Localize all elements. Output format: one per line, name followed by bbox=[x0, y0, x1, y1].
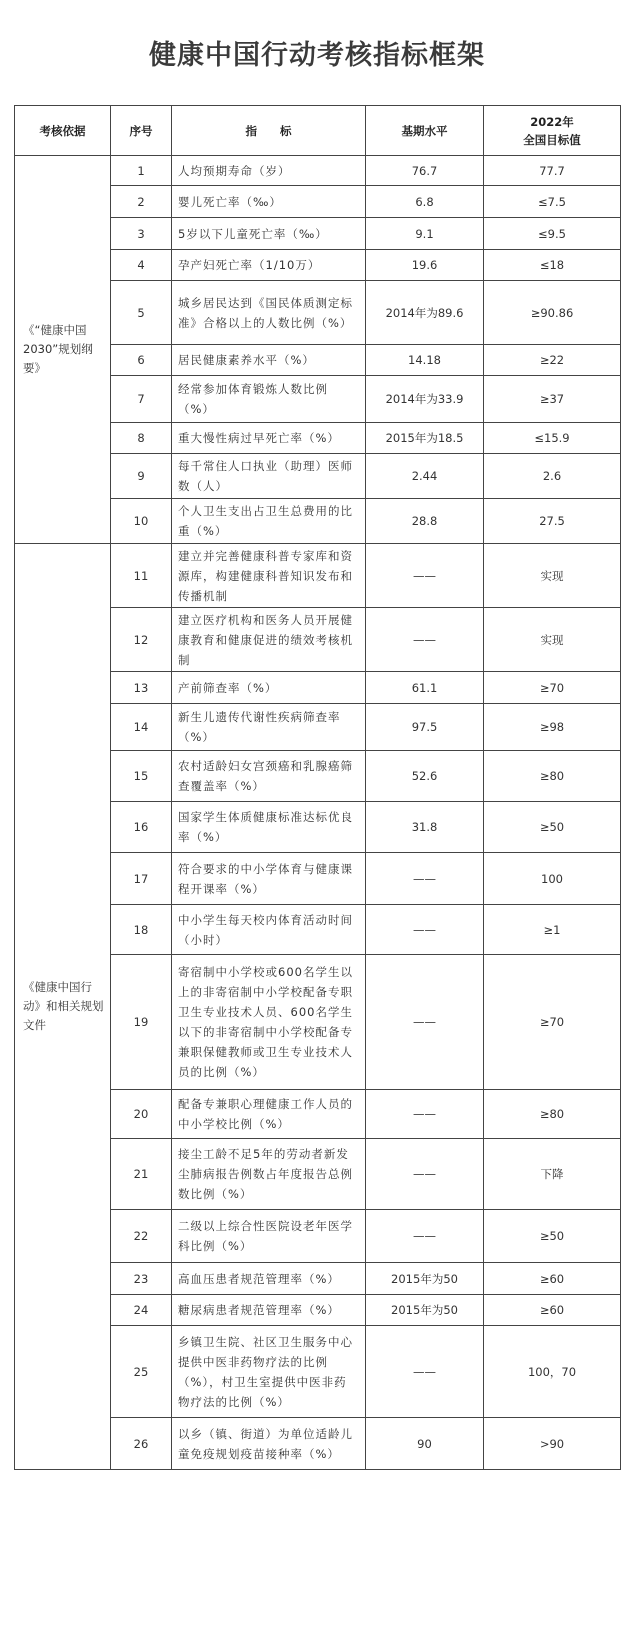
baseline-cell: 2015年为50 bbox=[366, 1295, 484, 1326]
indicator-cell: 符合要求的中小学体育与健康课程开课率（%） bbox=[172, 853, 366, 905]
target-cell: ≤9.5 bbox=[484, 218, 621, 250]
row-number: 24 bbox=[111, 1295, 172, 1326]
row-number: 4 bbox=[111, 250, 172, 281]
indicator-cell: 乡镇卫生院、社区卫生服务中心提供中医非药物疗法的比例（%），村卫生室提供中医非药物疗法的比例（%） bbox=[172, 1326, 366, 1418]
baseline-cell: 2015年为18.5 bbox=[366, 423, 484, 454]
baseline-cell: 2014年为33.9 bbox=[366, 376, 484, 423]
baseline-cell: 2.44 bbox=[366, 454, 484, 499]
row-number: 12 bbox=[111, 608, 172, 672]
baseline-cell: 14.18 bbox=[366, 345, 484, 376]
target-cell: ≤15.9 bbox=[484, 423, 621, 454]
header-indicator: 指 标 bbox=[172, 106, 366, 156]
header-basis: 考核依据 bbox=[15, 106, 111, 156]
target-cell: ≥50 bbox=[484, 802, 621, 853]
target-cell: 实现 bbox=[484, 608, 621, 672]
row-number: 3 bbox=[111, 218, 172, 250]
row-number: 26 bbox=[111, 1418, 172, 1470]
basis-cell: 《健康中国行动》和相关规划文件 bbox=[15, 544, 111, 1470]
baseline-cell: 9.1 bbox=[366, 218, 484, 250]
row-number: 8 bbox=[111, 423, 172, 454]
indicator-cell: 5岁以下儿童死亡率（‰） bbox=[172, 218, 366, 250]
row-number: 14 bbox=[111, 704, 172, 751]
target-cell: ≥22 bbox=[484, 345, 621, 376]
baseline-cell: 61.1 bbox=[366, 672, 484, 704]
header-target bbox=[484, 106, 621, 156]
row-number: 13 bbox=[111, 672, 172, 704]
table-body bbox=[15, 156, 621, 1470]
header-no: 序号 bbox=[111, 106, 172, 156]
indicator-cell: 建立并完善健康科普专家库和资源库，构建健康科普知识发布和传播机制 bbox=[172, 544, 366, 608]
target-cell: 100，70 bbox=[484, 1326, 621, 1418]
row-number: 21 bbox=[111, 1139, 172, 1210]
target-cell: ≥80 bbox=[484, 751, 621, 802]
target-cell: 2.6 bbox=[484, 454, 621, 499]
baseline-cell: 97.5 bbox=[366, 704, 484, 751]
baseline-cell: 6.8 bbox=[366, 186, 484, 218]
header-baseline: 基期水平 bbox=[366, 106, 484, 156]
baseline-cell: —— bbox=[366, 1139, 484, 1210]
target-cell: ≥98 bbox=[484, 704, 621, 751]
baseline-cell: 2015年为50 bbox=[366, 1263, 484, 1295]
row-number: 1 bbox=[111, 156, 172, 186]
baseline-cell: 31.8 bbox=[366, 802, 484, 853]
indicator-cell: 接尘工龄不足5年的劳动者新发尘肺病报告例数占年度报告总例数比例（%） bbox=[172, 1139, 366, 1210]
target-cell: ≤18 bbox=[484, 250, 621, 281]
target-cell: 下降 bbox=[484, 1139, 621, 1210]
indicator-cell: 重大慢性病过早死亡率（%） bbox=[172, 423, 366, 454]
row-number: 16 bbox=[111, 802, 172, 853]
indicator-cell: 新生儿遗传代谢性疾病筛查率（%） bbox=[172, 704, 366, 751]
indicator-cell: 婴儿死亡率（‰） bbox=[172, 186, 366, 218]
indicator-cell: 孕产妇死亡率（1/10万） bbox=[172, 250, 366, 281]
indicator-cell: 二级以上综合性医院设老年医学科比例（%） bbox=[172, 1210, 366, 1263]
target-cell: ≥70 bbox=[484, 955, 621, 1090]
target-cell: >90 bbox=[484, 1418, 621, 1470]
baseline-cell: —— bbox=[366, 905, 484, 955]
indicator-cell: 每千常住人口执业（助理）医师数（人） bbox=[172, 454, 366, 499]
target-cell: 77.7 bbox=[484, 156, 621, 186]
baseline-cell: 90 bbox=[366, 1418, 484, 1470]
row-number: 7 bbox=[111, 376, 172, 423]
baseline-cell: —— bbox=[366, 1210, 484, 1263]
baseline-cell: —— bbox=[366, 853, 484, 905]
basis-cell: 《“健康中国2030”规划纲要》 bbox=[15, 156, 111, 544]
baseline-cell: 19.6 bbox=[366, 250, 484, 281]
indicator-cell: 产前筛查率（%） bbox=[172, 672, 366, 704]
baseline-cell: —— bbox=[366, 544, 484, 608]
row-number: 18 bbox=[111, 905, 172, 955]
header-target-year: 2022年 bbox=[530, 114, 574, 129]
target-cell: ≥80 bbox=[484, 1090, 621, 1139]
indicator-cell: 农村适龄妇女宫颈癌和乳腺癌筛查覆盖率（%） bbox=[172, 751, 366, 802]
indicator-cell: 以乡（镇、街道）为单位适龄儿童免疫规划疫苗接种率（%） bbox=[172, 1418, 366, 1470]
baseline-cell: —— bbox=[366, 955, 484, 1090]
baseline-cell: 2014年为89.6 bbox=[366, 281, 484, 345]
indicator-cell: 中小学生每天校内体育活动时间（小时） bbox=[172, 905, 366, 955]
baseline-cell: —— bbox=[366, 608, 484, 672]
indicator-cell: 配备专兼职心理健康工作人员的中小学校比例（%） bbox=[172, 1090, 366, 1139]
indicator-cell: 经常参加体育锻炼人数比例（%） bbox=[172, 376, 366, 423]
target-cell: ≤7.5 bbox=[484, 186, 621, 218]
indicator-cell: 高血压患者规范管理率（%） bbox=[172, 1263, 366, 1295]
row-number: 17 bbox=[111, 853, 172, 905]
target-cell: 实现 bbox=[484, 544, 621, 608]
indicator-cell: 糖尿病患者规范管理率（%） bbox=[172, 1295, 366, 1326]
indicator-cell: 城乡居民达到《国民体质测定标准》合格以上的人数比例（%） bbox=[172, 281, 366, 345]
target-cell: 27.5 bbox=[484, 499, 621, 544]
indicator-cell: 居民健康素养水平（%） bbox=[172, 345, 366, 376]
row-number: 15 bbox=[111, 751, 172, 802]
row-number: 5 bbox=[111, 281, 172, 345]
indicator-cell: 国家学生体质健康标准达标优良率（%） bbox=[172, 802, 366, 853]
row-number: 23 bbox=[111, 1263, 172, 1295]
indicator-cell: 个人卫生支出占卫生总费用的比重（%） bbox=[172, 499, 366, 544]
row-number: 25 bbox=[111, 1326, 172, 1418]
indicator-cell: 建立医疗机构和医务人员开展健康教育和健康促进的绩效考核机制 bbox=[172, 608, 366, 672]
header-target-label: 全国目标值 bbox=[523, 132, 581, 147]
row-number: 6 bbox=[111, 345, 172, 376]
row-number: 19 bbox=[111, 955, 172, 1090]
target-cell: ≥37 bbox=[484, 376, 621, 423]
baseline-cell: 76.7 bbox=[366, 156, 484, 186]
target-cell: ≥70 bbox=[484, 672, 621, 704]
table-header-row bbox=[15, 106, 621, 156]
target-cell: 100 bbox=[484, 853, 621, 905]
target-cell: ≥60 bbox=[484, 1295, 621, 1326]
row-number: 20 bbox=[111, 1090, 172, 1139]
target-cell: ≥60 bbox=[484, 1263, 621, 1295]
row-number: 22 bbox=[111, 1210, 172, 1263]
row-number: 9 bbox=[111, 454, 172, 499]
baseline-cell: —— bbox=[366, 1326, 484, 1418]
table-row bbox=[15, 544, 621, 608]
indicator-cell: 人均预期寿命（岁） bbox=[172, 156, 366, 186]
baseline-cell: 52.6 bbox=[366, 751, 484, 802]
page-title: 健康中国行动考核指标框架 bbox=[149, 40, 485, 71]
indicator-table bbox=[14, 105, 621, 1470]
indicator-cell: 寄宿制中小学校或600名学生以上的非寄宿制中小学校配备专职卫生专业技术人员、600名学生以下的非寄宿制中小学校配备专兼职保健教师或卫生专业技术人员的比例（%） bbox=[172, 955, 366, 1090]
row-number: 11 bbox=[111, 544, 172, 608]
row-number: 2 bbox=[111, 186, 172, 218]
baseline-cell: 28.8 bbox=[366, 499, 484, 544]
target-cell: ≥90.86 bbox=[484, 281, 621, 345]
row-number: 10 bbox=[111, 499, 172, 544]
target-cell: ≥50 bbox=[484, 1210, 621, 1263]
target-cell: ≥1 bbox=[484, 905, 621, 955]
table-row bbox=[15, 156, 621, 186]
baseline-cell: —— bbox=[366, 1090, 484, 1139]
